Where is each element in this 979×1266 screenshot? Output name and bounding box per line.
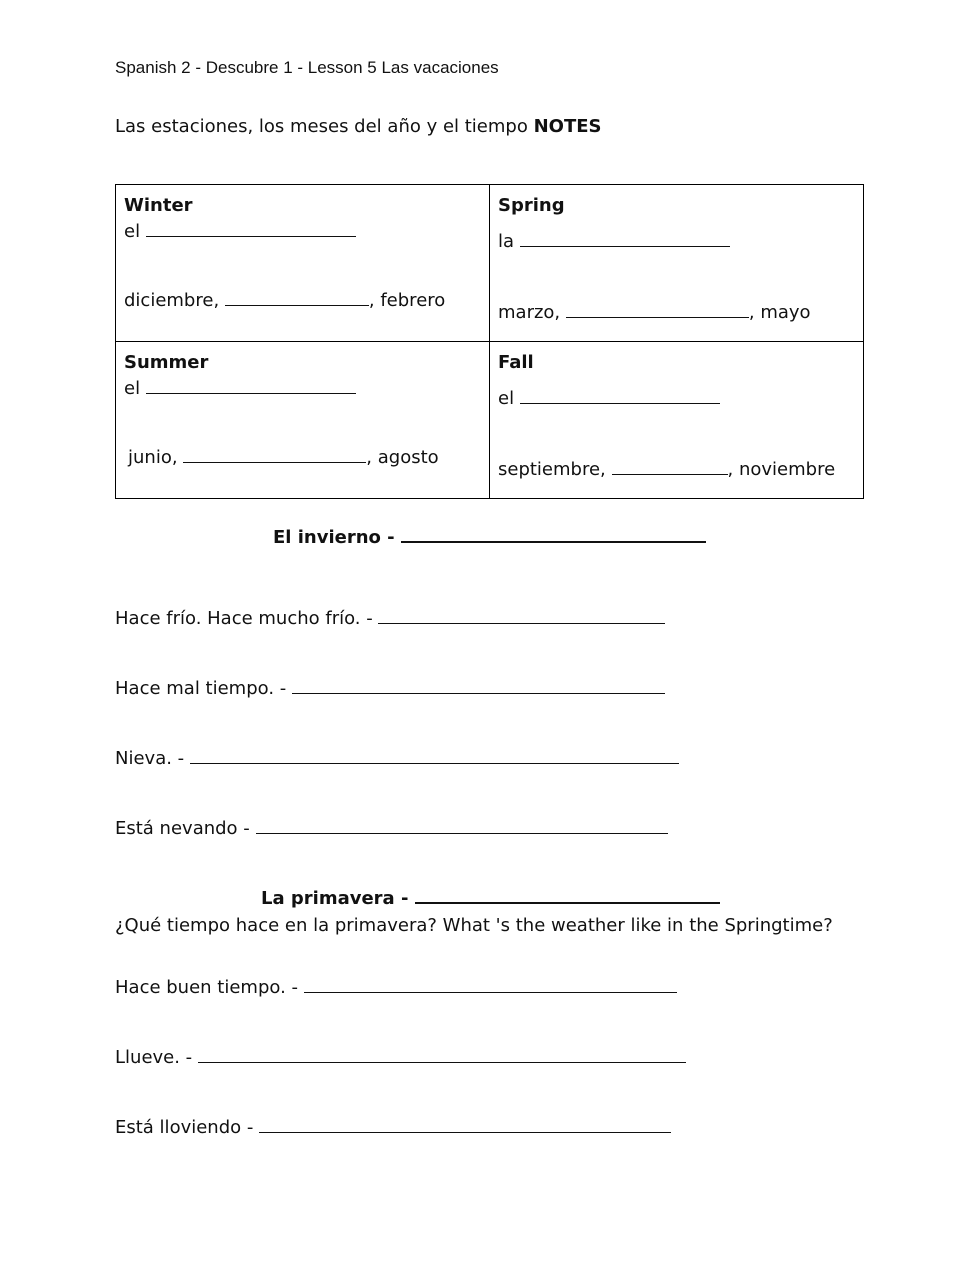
- invierno-line-1: Hace frío. Hace mucho frío. -: [115, 608, 665, 629]
- spring-title: Spring: [498, 195, 565, 216]
- invierno-line-3: Nieva. -: [115, 748, 679, 769]
- seasons-table: [115, 184, 864, 499]
- winter-cell: [116, 185, 490, 342]
- page-subtitle: [115, 116, 602, 137]
- summer-title: Summer: [124, 352, 209, 373]
- subtitle-text: Las estaciones, los meses del año y el tiempo: [115, 116, 534, 137]
- summer-month-blank[interactable]: [183, 448, 366, 463]
- invierno-line-1-blank[interactable]: [378, 609, 665, 624]
- primavera-question: ¿Qué tiempo hace en la primavera? What 's the weather like in the Springtime?: [115, 915, 833, 936]
- primavera-line-2-blank[interactable]: [198, 1048, 686, 1063]
- spring-month-blank[interactable]: [566, 303, 749, 318]
- spring-cell: [490, 185, 864, 342]
- fall-month-blank[interactable]: [612, 460, 728, 475]
- primavera-line-2: Llueve. -: [115, 1047, 686, 1068]
- primavera-blank[interactable]: [415, 888, 720, 904]
- winter-blank[interactable]: [146, 222, 356, 237]
- invierno-line-4-blank[interactable]: [256, 819, 668, 834]
- fall-cell: [490, 342, 864, 499]
- invierno-line-4: Está nevando -: [115, 818, 668, 839]
- invierno-line-2: Hace mal tiempo. -: [115, 678, 665, 699]
- spring-blank[interactable]: [520, 232, 730, 247]
- document-header: Spanish 2 - Descubre 1 - Lesson 5 Las vacaciones: [115, 58, 499, 77]
- subtitle-notes: NOTES: [533, 116, 602, 137]
- primavera-line-3-blank[interactable]: [259, 1118, 671, 1133]
- summer-article-line: el: [124, 378, 356, 399]
- winter-title: Winter: [124, 195, 193, 216]
- winter-months-line: diciembre, , febrero: [124, 290, 446, 311]
- summer-months-line: junio, , agosto: [128, 447, 439, 468]
- winter-article-line: el: [124, 221, 356, 242]
- primavera-line-1: Hace buen tiempo. -: [115, 977, 677, 998]
- primavera-line-1-blank[interactable]: [304, 978, 677, 993]
- invierno-blank[interactable]: [401, 527, 706, 543]
- invierno-heading: El invierno -: [273, 527, 706, 548]
- invierno-line-2-blank[interactable]: [292, 679, 665, 694]
- spring-months-line: marzo, , mayo: [498, 302, 811, 323]
- summer-cell: [116, 342, 490, 499]
- winter-month-blank[interactable]: [225, 291, 369, 306]
- fall-blank[interactable]: [520, 389, 720, 404]
- fall-title: Fall: [498, 352, 534, 373]
- fall-article-line: el: [498, 388, 720, 409]
- primavera-heading: La primavera -: [261, 888, 720, 909]
- primavera-line-3: Está lloviendo -: [115, 1117, 671, 1138]
- spring-article-line: la: [498, 231, 730, 252]
- summer-blank[interactable]: [146, 379, 356, 394]
- fall-months-line: septiembre, , noviembre: [498, 459, 836, 480]
- invierno-line-3-blank[interactable]: [190, 749, 679, 764]
